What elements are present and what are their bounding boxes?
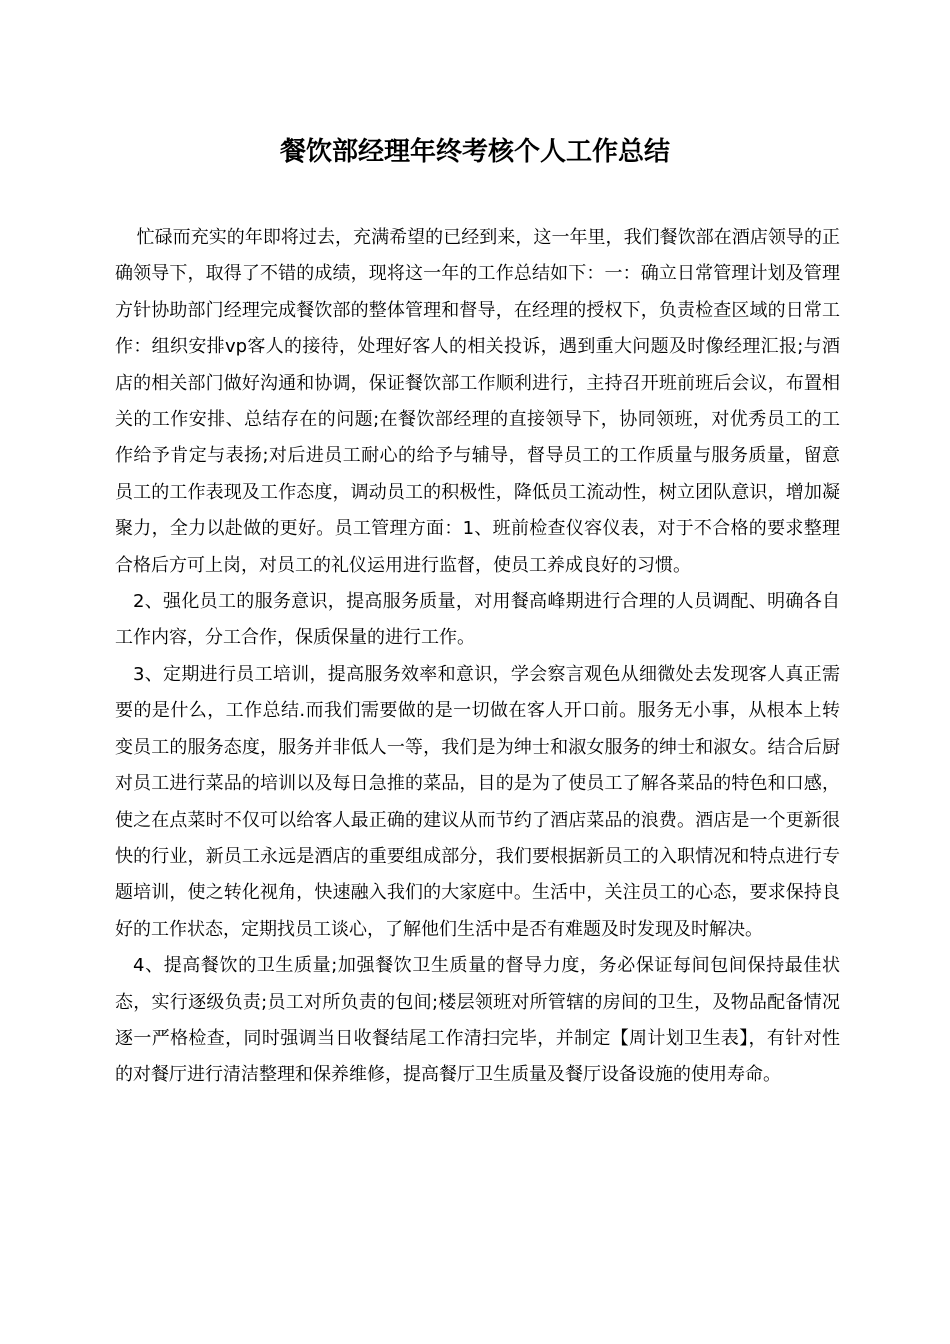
- paragraph-item-4: 4、提高餐饮的卫生质量;加强餐饮卫生质量的督导力度，务必保证每间包间保持最佳状态，实行逐级负责;员工对所负责的包间;楼层领班对所管辖的房间的卫生，及物品配备情况逐一严格检查，同时强调当日收餐结尾工作清扫完毕，并制定【周计划卫生表】，有针对性的对餐厅进行清洁整理和保养维修，提高餐厅卫生质量及餐厅设备设施的使用寿命。: [115, 955, 840, 1086]
- paragraph-intro: 忙碌而充实的年即将过去，充满希望的已经到来，这一年里，我们餐饮部在酒店领导的正确领导下，取得了不错的成绩，现将这一年的工作总结如下：一：确立日常管理计划及管理方针协助部门经理完成餐饮部的整体管理和督导，在经理的授权下，负责检查区域的日常工作：组织安排vp客人的接待，处理好客人的相关投诉，遇到重大问题及时像经理汇报;与酒店的相关部门做好沟通和协调，保证餐饮部工作顺利进行，主持召开班前班后会议，布置相关的工作安排、总结存在的问题;在餐饮部经理的直接领导下，协同领班，对优秀员工的工作给予肯定与表扬;对后进员工耐心的给予与辅导，督导员工的工作质量与服务质量，留意员工的工作表现及工作态度，调动员工的积极性，降低员工流动性，树立团队意识，增加凝聚力，全力以赴做的更好。员工管理方面：1、班前检查仪容仪表，对于不合格的要求整理合格后方可上岗，对员工的礼仪运用进行监督，使员工养成良好的习惯。: [115, 227, 840, 576]
- document-body: [115, 220, 840, 1094]
- paragraph-item-2: 2、强化员工的服务意识，提高服务质量，对用餐高峰期进行合理的人员调配、明确各自工作内容，分工合作，保质保量的进行工作。: [115, 591, 840, 649]
- document-title: 餐饮部经理年终考核个人工作总结: [279, 137, 670, 167]
- paragraph-item-3: 3、定期进行员工培训，提高服务效率和意识，学会察言观色从细微处去发现客人真正需要的是什么，工作总结.而我们需要做的是一切做在客人开口前。服务无小事，从根本上转变员工的服务态度，服务并非低人一等，我们是为绅士和淑女服务的绅士和淑女。结合后厨对员工进行菜品的培训以及每日急推的菜品，目的是为了使员工了解各菜品的特色和口感，使之在点菜时不仅可以给客人最正确的建议从而节约了酒店菜品的浪费。酒店是一个更新很快的行业，新员工永远是酒店的重要组成部分，我们要根据新员工的入职情况和特点进行专题培训，使之转化视角，快速融入我们的大家庭中。生活中，关注员工的心态，要求保持良好的工作状态，定期找员工谈心，了解他们生活中是否有难题及时发现及时解决。: [115, 663, 840, 940]
